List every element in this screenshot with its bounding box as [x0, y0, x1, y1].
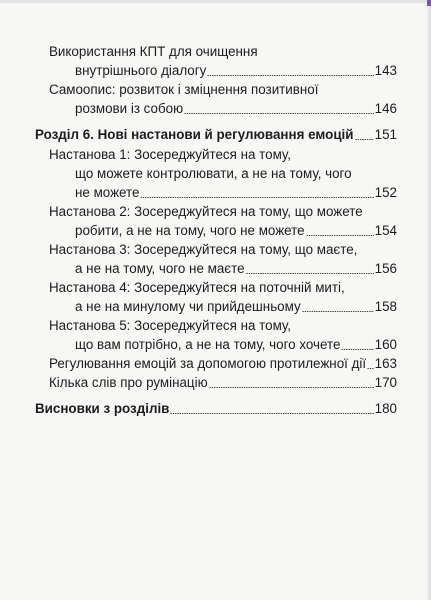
toc-entry-text: внутрішнього діалогу — [75, 63, 207, 78]
dot-leader — [184, 101, 374, 117]
toc-page-number: 154 — [374, 223, 397, 238]
toc-entry-opposite-action[interactable] — [49, 352, 397, 372]
toc-chapter-6[interactable] — [35, 123, 397, 143]
toc-page-number: 170 — [374, 375, 397, 390]
dot-leader — [306, 223, 374, 239]
toc-entry-rule-4[interactable] — [75, 295, 397, 315]
toc-line-rule-3-a — [49, 238, 397, 258]
toc-entry-rule-2[interactable] — [75, 219, 397, 239]
dot-leader — [209, 375, 374, 391]
toc-entry-rumination[interactable] — [49, 371, 397, 391]
toc-entry-text: не можете — [75, 185, 140, 200]
toc-entry-cbt[interactable] — [75, 59, 397, 79]
toc-line-rule-4-a — [49, 276, 397, 296]
toc-page-number: 158 — [374, 299, 397, 314]
dot-leader — [302, 299, 374, 315]
dot-leader — [341, 337, 373, 353]
toc-line-rule-1-a — [49, 143, 397, 163]
toc-entry-text: Самоопис: розвиток і зміцнення позитивної — [49, 82, 319, 97]
toc-chapter-title: Розділ 6. Нові настанови й регулювання емоцій — [35, 127, 354, 142]
toc-entry-self-description[interactable] — [75, 97, 397, 117]
dot-leader — [367, 356, 374, 372]
toc-chapter-title: Висновки з розділів — [35, 401, 170, 416]
dot-leader — [140, 185, 373, 201]
toc-page-number: 156 — [374, 261, 397, 276]
toc-entry-text: Кілька слів про румінацію — [49, 375, 208, 390]
toc-entry-text: а не на минулому чи прийдешньому — [75, 299, 301, 314]
toc-entry-text: що можете контролювати, а не на тому, чого — [75, 166, 352, 181]
toc-entry-text: Настанова 4: Зосереджуйтеся на поточній миті, — [49, 280, 345, 295]
toc-entry-text: а не на тому, чого не маєте — [75, 261, 245, 276]
toc-entry-text: Настанова 1: Зосереджуйтеся на тому, — [49, 147, 291, 162]
dot-leader — [355, 127, 374, 143]
dot-leader — [207, 63, 373, 79]
toc-page-number: 143 — [374, 63, 397, 78]
toc-page-number: 151 — [374, 127, 397, 142]
toc-page-number: 180 — [374, 401, 397, 416]
toc-line-cbt-title — [49, 40, 397, 60]
toc-page-number: 146 — [374, 101, 397, 116]
dot-leader — [246, 261, 374, 277]
toc-entry-text: Настанова 3: Зосереджуйтеся на тому, що маєте, — [49, 242, 358, 257]
toc-entry-text: Настанова 2: Зосереджуйтеся на тому, що можете — [49, 204, 363, 219]
toc-line-self-description-title — [49, 78, 397, 98]
toc-line-rule-1-b — [75, 162, 397, 182]
toc-page-number: 160 — [374, 337, 397, 352]
dot-leader — [170, 401, 373, 417]
toc-entry-rule-5[interactable] — [75, 333, 397, 353]
toc-entry-text: що вам потрібно, а не на тому, чого хочете — [75, 337, 341, 352]
toc-line-rule-2-a — [49, 200, 397, 220]
toc-conclusions[interactable] — [35, 397, 397, 417]
toc-page-number: 152 — [374, 185, 397, 200]
toc-entry-text: робити, а не на тому, чого не можете — [75, 223, 305, 238]
toc-entry-text: Використання КПТ для очищення — [49, 44, 258, 59]
toc-entry-text: розмови із собою — [75, 101, 184, 116]
toc-entry-rule-1[interactable] — [75, 181, 397, 201]
toc-line-rule-5-a — [49, 314, 397, 334]
toc-page-number: 163 — [374, 356, 397, 371]
toc-entry-rule-3[interactable] — [75, 257, 397, 277]
toc-entry-text: Регулювання емоцій за допомогою протилежної дії — [49, 356, 367, 371]
toc-entry-text: Настанова 5: Зосереджуйтеся на тому, — [49, 318, 291, 333]
